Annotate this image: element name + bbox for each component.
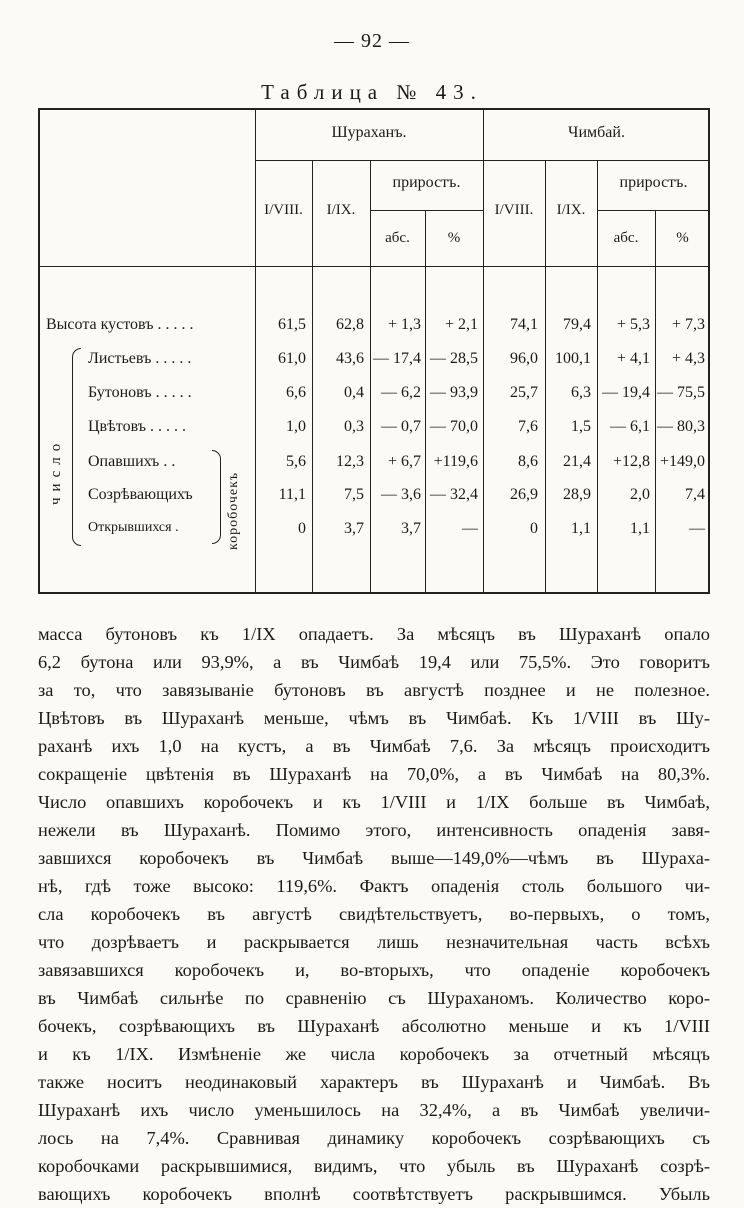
col-header-pct-2: % [676, 230, 689, 246]
rule-col-8 [655, 210, 656, 594]
table-cell: — 75,5 [657, 384, 705, 401]
page-number: — 92 — [334, 30, 410, 52]
text-line: лось на 7,4%. Сравнивая динамику коробочекъ созрѣвающихъ съ [38, 1128, 710, 1148]
table-cell: 1,1 [571, 520, 591, 537]
col-header-abs-2: абс. [613, 230, 639, 246]
text-line: завязавшихся коробочекъ и, во-вторыхъ, что опаденіе коробочекъ [38, 960, 710, 980]
table-cell: + 1,3 [387, 316, 421, 333]
table-cell: +119,6 [433, 453, 478, 470]
col-header-date-2: I/IX. [326, 202, 356, 218]
rule-header-bottom [40, 266, 710, 267]
text-line: и къ 1/IX. Измѣненіе же числа коробочекъ за отчетный мѣсяцъ [38, 1044, 710, 1064]
row-label: Созрѣвающихъ [88, 486, 193, 503]
text-line: 6,2 бутона или 93,9%, а въ Чимбаѣ 19,4 или 75,5%. Это говоритъ [38, 652, 710, 672]
table-cell: + 7,3 [671, 316, 705, 333]
data-table [38, 108, 710, 594]
group-header-shurakhan: Шураханъ. [331, 124, 407, 141]
table-cell: 21,4 [563, 453, 591, 470]
table-cell: +149,0 [659, 453, 705, 470]
table-cell: + 4,1 [616, 350, 650, 367]
table-cell: 79,4 [563, 316, 591, 333]
col-header-date-4: I/IX. [556, 202, 586, 218]
col-header-date-3: I/VIII. [494, 202, 534, 218]
table-cell: 61,0 [278, 350, 306, 367]
table-cell: + 4,3 [671, 350, 705, 367]
table-cell: 62,8 [336, 316, 364, 333]
table-cell: 5,6 [286, 453, 306, 470]
text-line: также носитъ неодинаковый характеръ въ Шураханѣ и Чимбаѣ. Въ [38, 1072, 710, 1092]
table-cell: 1,5 [571, 418, 591, 435]
row-label: Высота кустовъ . . . . . [46, 316, 194, 333]
boll-brace [212, 450, 221, 544]
table-cell: 28,9 [563, 486, 591, 503]
row-label: Цвѣтовъ . . . . . [88, 418, 187, 435]
table-cell: 0 [298, 520, 306, 537]
rule-col-3 [370, 160, 371, 594]
table-cell: + 6,7 [387, 453, 421, 470]
col-header-growth-2: приростъ. [619, 174, 688, 191]
table-cell: 2,0 [630, 486, 650, 503]
text-line: Шураханѣ ихъ число уменьшилось на 32,4%, а въ Чимбаѣ увеличи- [38, 1100, 710, 1120]
col-header-growth: приростъ. [392, 174, 461, 191]
table-cell: — [462, 520, 478, 537]
rule-growth-shura [370, 210, 483, 211]
table-cell: +12,8 [612, 453, 650, 470]
row-label: Листьевъ . . . . . [88, 350, 192, 367]
table-cell: — [689, 520, 705, 537]
table-cell: — 93,9 [430, 384, 478, 401]
rule-col-4 [425, 210, 426, 594]
row-label: Опавшихъ . . [88, 453, 176, 470]
rule-col-5 [483, 110, 484, 594]
row-group-brace [72, 348, 81, 546]
table-cell: 3,7 [401, 520, 421, 537]
row-label: Бутоновъ . . . . . [88, 384, 192, 401]
col-header-date-1: I/VIII. [264, 202, 303, 218]
table-cell: 8,6 [518, 453, 538, 470]
text-line: вающихъ коробочекъ вполнѣ соотвѣтствуетъ раскрывшимся. Убыль [38, 1184, 710, 1204]
table-cell: — 80,3 [657, 418, 705, 435]
table-cell: 0,3 [344, 418, 364, 435]
table-cell: 0,4 [344, 384, 364, 401]
text-line: сокращеніе цвѣтенія въ Шураханѣ на 70,0%, а въ Чимбаѣ на 80,3%. [38, 764, 710, 784]
col-header-pct: % [447, 230, 461, 246]
group-header-chimbay: Чимбай. [568, 124, 625, 141]
rule-col-2 [312, 160, 313, 594]
text-line: въ Чимбаѣ сильнѣе по сравненію съ Шураханомъ. Количество коро- [38, 988, 710, 1008]
table-cell: 12,3 [336, 453, 364, 470]
table-cell: 7,5 [344, 486, 364, 503]
rule-growth-chimbay [597, 210, 710, 211]
table-cell: — 32,4 [430, 486, 478, 503]
table-cell: 3,7 [344, 520, 364, 537]
table-title: Таблица № 43. [261, 80, 483, 104]
table-cell: 25,7 [510, 384, 538, 401]
table-cell: — 28,5 [430, 350, 478, 367]
table-cell: 96,0 [510, 350, 538, 367]
table-cell: 61,5 [278, 316, 306, 333]
table-cell: + 5,3 [616, 316, 650, 333]
boll-label: коробочекъ [226, 471, 241, 550]
table-cell: 43,6 [336, 350, 364, 367]
table-cell: 26,9 [510, 486, 538, 503]
table-cell: — 6,1 [610, 418, 650, 435]
table-cell: 7,6 [518, 418, 538, 435]
col-header-abs: абс. [385, 230, 410, 246]
body-text [38, 620, 710, 1208]
table-cell: — 19,4 [602, 384, 650, 401]
table-cell: — 0,7 [381, 418, 421, 435]
table-cell: 6,3 [571, 384, 591, 401]
text-line: раханѣ ихъ 1,0 на кустъ, а въ Чимбаѣ 7,6. За мѣсяцъ происходитъ [38, 736, 710, 756]
table-cell: 7,4 [685, 486, 705, 503]
table-cell: 1,0 [286, 418, 306, 435]
table-cell: 1,1 [630, 520, 650, 537]
text-line: масса бутоновъ къ 1/IX опадаетъ. За мѣсяцъ въ Шураханѣ опало [38, 624, 710, 644]
table-cell: 11,1 [278, 486, 306, 503]
text-line: что дозрѣваетъ и раскрывается лишь незначительная часть всѣхъ [38, 932, 710, 952]
text-line: Цвѣтовъ въ Шураханѣ меньше, чѣмъ въ Чимбаѣ. Къ 1/VIII въ Шу- [38, 708, 710, 728]
table-cell: + 2,1 [444, 316, 478, 333]
row-group-label: число [48, 437, 64, 505]
rule-col-6 [545, 160, 546, 594]
table-cell: 100,1 [555, 350, 591, 367]
text-line: бочекъ, созрѣвающихъ въ Шураханѣ абсолютно меньше и къ 1/VIII [38, 1016, 710, 1036]
row-label: Открывшихся . [88, 520, 179, 535]
table-cell: 74,1 [510, 316, 538, 333]
table-cell: 0 [530, 520, 538, 537]
rule-col-7 [597, 160, 598, 594]
text-line: Число опавшихъ коробочекъ и къ 1/VIII и 1/IX больше въ Чимбаѣ, [38, 792, 710, 812]
text-line: коробочками раскрывшимися, видимъ, что убыль въ Шураханѣ созрѣ- [38, 1156, 710, 1176]
rule-col-1 [255, 110, 256, 594]
table-cell: — 6,2 [381, 384, 421, 401]
text-line: нежели въ Шураханѣ. Помимо этого, интенсивность опаденія завя- [38, 820, 710, 840]
table-cell: — 3,6 [381, 486, 421, 503]
table-cell: 6,6 [286, 384, 306, 401]
text-line: нѣ, гдѣ тоже высоко: 119,6%. Фактъ опаденія столь большого чи- [38, 876, 710, 896]
text-line: сла коробочекъ въ августѣ свидѣтельствуетъ, во-первыхъ, о томъ, [38, 904, 710, 924]
table-cell: — 70,0 [430, 418, 478, 435]
text-line: завшихся коробочекъ въ Чимбаѣ выше—149,0%—чѣмъ въ Шураха- [38, 848, 710, 868]
table-cell: — 17,4 [373, 350, 421, 367]
text-line: за то, что завязываніе бутоновъ въ августѣ позднее и не полезное. [38, 680, 710, 700]
